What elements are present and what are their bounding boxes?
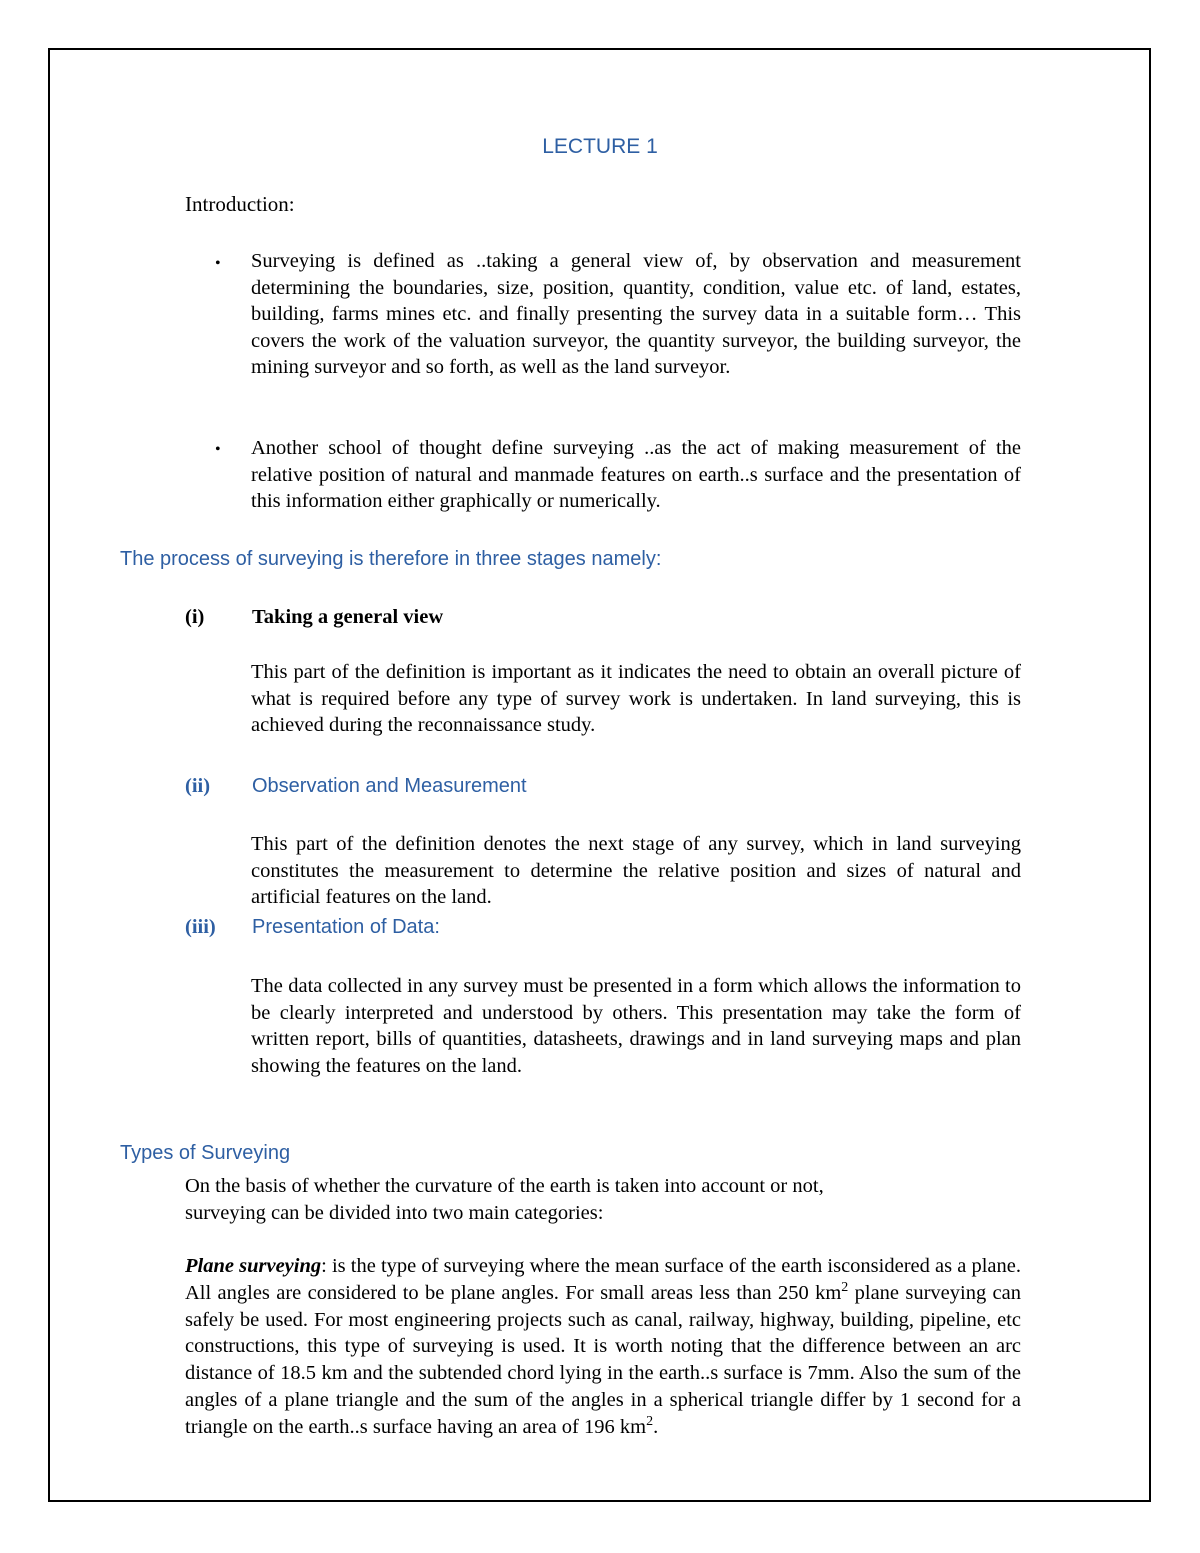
bullet-surveying-definition: Surveying is defined as ..taking a general view of, by observation and measurement determining the boundaries, size, position, quantity, condition, value etc. of land, estates, building, farms mines etc. and finally presenting the survey data in a suitable form… This covers the work of the valuation surveyor, the quantity surveyor, the building surveyor, the mining surveyor and so forth, as well as the land surveyor.	[251, 250, 1021, 379]
stage-numeral: (iii)	[185, 916, 216, 938]
superscript: 2	[646, 1413, 654, 1429]
types-intro-line: On the basis of whether the curvature of the earth is taken into account or not,	[185, 1175, 824, 1197]
bullet-alternative-definition: Another school of thought define surveying ..as the act of making measurement of the relative position of natural and manmade features on earth..s surface and the presentation of this information either graphically or numerically.	[251, 437, 1021, 513]
plane-surveying-paragraph	[185, 1253, 1021, 1441]
stage-title-general-view: Taking a general view	[252, 606, 444, 628]
bullet-marker: •	[215, 441, 221, 458]
plane-surveying-term: Plane surveying	[185, 1255, 322, 1277]
bullet-marker: •	[215, 255, 221, 272]
plane-text: plane surveying can safely be used. For most engineering projects such as canal, railway, highway, building, pipeline, etc constructions, this type of surveying is used. It is worth noting that the difference between an arc distance of 18.5 km and the subtended chord lying in the earth..s surface is 7mm. Also the sum of the angles of a plane triangle and the sum of the angles in a spherical triangle differ by 1 second for a triangle on the earth..s surface having an area of 196 km	[185, 1281, 1021, 1438]
stage-title-observation: Observation and Measurement	[252, 775, 527, 797]
superscript: 2	[841, 1279, 849, 1295]
stage-numeral: (i)	[185, 606, 205, 628]
stage-text-observation: This part of the definition denotes the next stage of any survey, which in land surveying constitutes the measurement to determine the relative position and sizes of natural and artificial features on the land.	[251, 833, 1021, 909]
stage-title-presentation: Presentation of Data:	[252, 916, 440, 938]
types-heading: Types of Surveying	[120, 1142, 291, 1164]
stage-text-general-view: This part of the definition is important as it indicates the need to obtain an overall picture of what is required before any type of survey work is undertaken. In land surveying, this is achieved during the reconnaissance study.	[251, 661, 1021, 737]
stage-numeral: (ii)	[185, 775, 211, 797]
process-heading: The process of surveying is therefore in three stages namely:	[120, 548, 662, 570]
types-intro-line: surveying can be divided into two main categories:	[185, 1202, 604, 1224]
plane-text: .	[653, 1415, 659, 1438]
introduction-label: Introduction:	[185, 192, 295, 216]
stage-text-presentation: The data collected in any survey must be presented in a form which allows the information to be clearly interpreted and understood by others. This presentation may take the form of written report, bills of quantities, datasheets, drawings and in land surveying maps and plan showing the features on the land.	[251, 975, 1021, 1077]
plane-text: : is the type of surveying where the mean surface of the earth isconsidered as a plane. All angles are considered to be plane angles. For small areas less than 250 km	[185, 1255, 1022, 1304]
page-title: LECTURE 1	[542, 135, 658, 158]
